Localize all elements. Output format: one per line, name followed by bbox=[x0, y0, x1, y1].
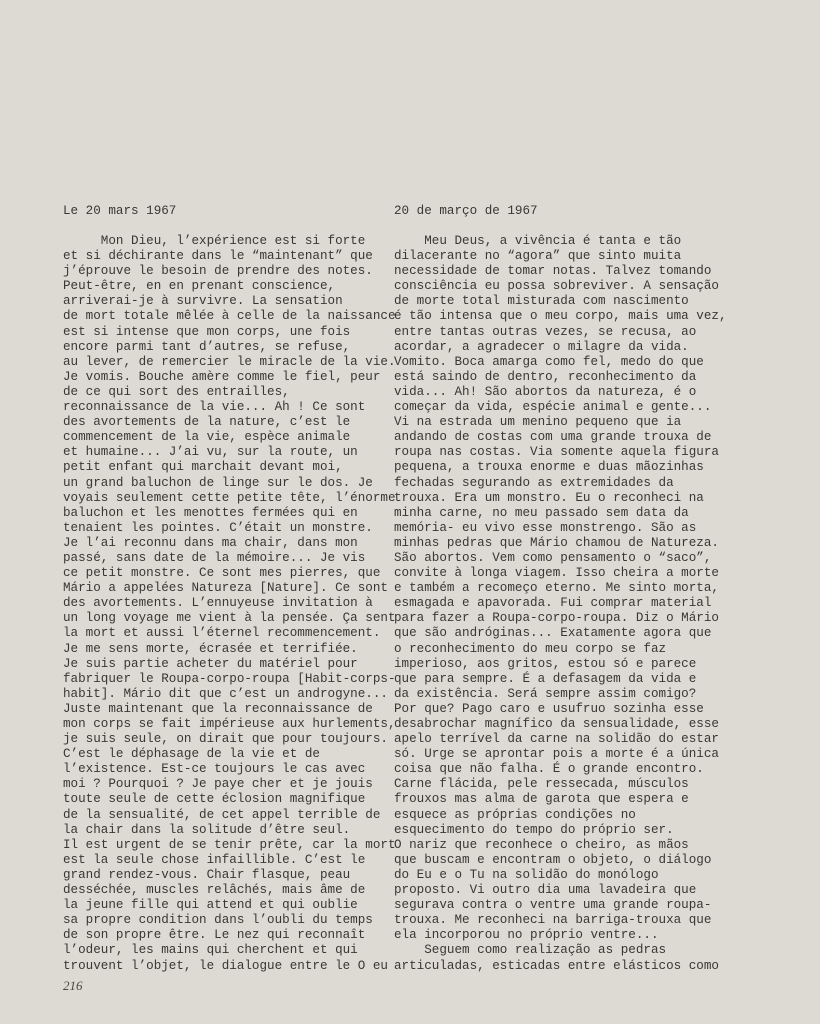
text-line: desabrochar magnífico da sensualidade, esse bbox=[394, 717, 719, 731]
text-line: dilacerante no “agora” que sinto muita bbox=[394, 249, 682, 264]
text-line: começar da vida, espécie animal e gente... bbox=[394, 400, 712, 415]
text-line: habit]. Mário dit que c’est un androgyne... bbox=[63, 686, 388, 701]
text-line: je suis seule, on dirait que pour toujours. bbox=[63, 732, 388, 747]
text-line: de morte total misturada com nascimento bbox=[394, 294, 689, 309]
text-line: que para sempre. É a defasagem da vida e bbox=[394, 671, 697, 686]
text-line: do Eu e o Tu na solidão do monólogo bbox=[394, 867, 659, 882]
text-line: un long voyage me vient à la pensée. Ça sent bbox=[63, 611, 396, 626]
text-line: minhas pedras que Mário chamou de Natureza. bbox=[394, 535, 719, 550]
text-line: Je l’ai reconnu dans ma chair, dans mon bbox=[63, 535, 358, 550]
text-line: reconnaissance de la vie... Ah ! Ce sont bbox=[63, 400, 366, 415]
text-line: au lever, de remercier le miracle de la vie. bbox=[63, 354, 396, 369]
text-line: convite à longa viagem. Isso cheira a morte bbox=[394, 566, 719, 581]
text-line: Mon Dieu, l’expérience est si forte bbox=[63, 234, 366, 248]
text-line: ce petit monstre. Ce sont mes pierres, que bbox=[63, 566, 381, 581]
text-line: só. Urge se aprontar pois a morte é a única bbox=[394, 747, 719, 762]
text-line: trouxa. Era um monstro. Eu o reconheci na bbox=[394, 490, 704, 505]
french-column bbox=[63, 204, 396, 974]
text-line: minha carne, no meu passado sem data da bbox=[394, 505, 689, 520]
text-line: l’existence. Est-ce toujours le cas avec bbox=[63, 762, 366, 777]
text-line: imperioso, aos gritos, estou só e parece bbox=[394, 656, 697, 671]
text-line: pequena, a trouxa enorme e duas mãozinhas bbox=[394, 460, 704, 475]
text-line: tenaient les pointes. C’était un monstre. bbox=[63, 520, 373, 535]
text-line: necessidade de tomar notas. Talvez tomando bbox=[394, 264, 712, 279]
text-line: é tão intensa que o meu corpo, mais uma vez, bbox=[394, 309, 727, 324]
text-line: passé, sans date de la mémoire... Je vis bbox=[63, 550, 366, 565]
text-line: Vomito. Boca amarga como fel, medo do que bbox=[394, 354, 704, 369]
text-line: grand rendez-vous. Chair flasque, peau bbox=[63, 867, 351, 882]
text-line: proposto. Vi outro dia uma lavadeira que bbox=[394, 883, 697, 898]
spacer bbox=[63, 219, 363, 234]
text-line: esmagada e apavorada. Fui comprar material bbox=[394, 596, 712, 611]
text-line: acordar, a agradecer o milagre da vida. bbox=[394, 339, 689, 354]
text-line: est la seule chose infaillible. C’est le bbox=[63, 852, 366, 867]
text-line: Meu Deus, a vivência é tanta e tão bbox=[394, 234, 682, 248]
spacer bbox=[394, 219, 694, 234]
text-line: São abortos. Vem como pensamento o “saco”, bbox=[394, 550, 712, 565]
text-line: memória- eu vivo esse monstrengo. São as bbox=[394, 520, 697, 535]
text-line: Vi na estrada um menino pequeno que ia bbox=[394, 415, 682, 430]
text-line: roupa nas costas. Via somente aquela figura bbox=[394, 445, 719, 460]
text-line: esquecimento do tempo do próprio ser. bbox=[394, 822, 674, 837]
text-line: moi ? Pourquoi ? Je paye cher et je jouis bbox=[63, 777, 373, 792]
text-line: para fazer a Roupa-corpo-roupa. Diz o Mário bbox=[394, 611, 719, 626]
french-date: Le 20 mars 1967 bbox=[63, 204, 177, 218]
text-line: des avortements. L’ennuyeuse invitation à bbox=[63, 596, 373, 611]
text-line: Mário a appelées Natureza [Nature]. Ce sont bbox=[63, 581, 388, 596]
text-line: des avortements de la nature, c’est le bbox=[63, 415, 351, 430]
text-line: ela incorporou no próprio ventre... bbox=[394, 928, 659, 943]
text-line: la chair dans la solitude d’être seul. bbox=[63, 822, 351, 837]
portuguese-date: 20 de março de 1967 bbox=[394, 204, 538, 218]
text-line: et si déchirante dans le “maintenant” que bbox=[63, 249, 373, 264]
text-line: andando de costas com uma grande trouxa de bbox=[394, 430, 712, 445]
text-line: e também a recomeço eterno. Me sinto morta, bbox=[394, 581, 719, 596]
text-line: Je me sens morte, écrasée et terrifiée. bbox=[63, 641, 358, 656]
text-line: consciência eu possa sobreviver. A sensação bbox=[394, 279, 719, 294]
text-line: la jeune fille qui attend et qui oublie bbox=[63, 898, 358, 913]
text-line: Je suis partie acheter du matériel pour bbox=[63, 656, 358, 671]
page-number: 216 bbox=[63, 978, 83, 993]
text-line: toute seule de cette éclosion magnifique bbox=[63, 792, 366, 807]
text-line: de ce qui sort des entrailles, bbox=[63, 384, 290, 399]
text-line: de la sensualité, de cet appel terrible de bbox=[63, 807, 381, 822]
text-line: sa propre condition dans l’oubli du temps bbox=[63, 913, 373, 928]
text-line: Il est urgent de se tenir prête, car la mort bbox=[63, 837, 396, 852]
text-line: desséchée, muscles relâchés, mais âme de bbox=[63, 883, 366, 898]
text-line: vida... Ah! São abortos da natureza, é o bbox=[394, 384, 697, 399]
text-line: fabriquer le Roupa-corpo-roupa [Habit-corps- bbox=[63, 671, 396, 686]
text-line: de son propre être. Le nez qui reconnaît bbox=[63, 928, 366, 943]
text-line: commencement de la vie, espèce animale bbox=[63, 430, 351, 445]
text-line: trouxa. Me reconheci na barriga-trouxa que bbox=[394, 913, 712, 928]
text-line: la mort et aussi l’éternel recommencement. bbox=[63, 626, 381, 641]
text-line: Carne flácida, pele ressecada, músculos bbox=[394, 777, 689, 792]
text-line: fechadas segurando as extremidades da bbox=[394, 475, 674, 490]
text-line: encore parmi tant d’autres, se refuse, bbox=[63, 339, 351, 354]
text-line: arriverai-je à survivre. La sensation bbox=[63, 294, 343, 309]
text-line: de mort totale mêlée à celle de la naissance bbox=[63, 309, 396, 324]
portuguese-column bbox=[394, 204, 727, 974]
text-line: está saindo de dentro, reconhecimento da bbox=[394, 369, 697, 384]
text-line: que buscam e encontram o objeto, o diálogo bbox=[394, 852, 712, 867]
text-line: et humaine... J’ai vu, sur la route, un bbox=[63, 445, 358, 460]
text-line: coisa que não falha. É o grande encontro. bbox=[394, 762, 704, 777]
text-line: trouvent l’objet, le dialogue entre le O eu bbox=[63, 958, 388, 973]
text-line: petit enfant qui marchait devant moi, bbox=[63, 460, 343, 475]
text-line: apelo terrível da carne na solidão do estar bbox=[394, 732, 719, 747]
text-line: l’odeur, les mains qui cherchent et qui bbox=[63, 943, 358, 958]
text-line: o reconhecimento do meu corpo se faz bbox=[394, 641, 667, 656]
text-line: Juste maintenant que la reconnaissance de bbox=[63, 701, 373, 716]
text-line: articuladas, esticadas entre elásticos como bbox=[394, 958, 719, 973]
text-line: que são andróginas... Exatamente agora que bbox=[394, 626, 712, 641]
text-line: entre tantas outras vezes, se recusa, ao bbox=[394, 324, 697, 339]
text-line: voyais seulement cette petite tête, l’énorme bbox=[63, 490, 396, 505]
text-line: baluchon et les menottes fermées qui en bbox=[63, 505, 358, 520]
portuguese-text bbox=[394, 234, 727, 974]
text-line: Je vomis. Bouche amère comme le fiel, peur bbox=[63, 369, 381, 384]
text-line: frouxos mas alma de garota que espera e bbox=[394, 792, 689, 807]
text-line: Seguem como realização as pedras bbox=[394, 943, 667, 958]
text-line: Por que? Pago caro e usufruo sozinha esse bbox=[394, 701, 704, 716]
french-text bbox=[63, 234, 396, 974]
text-line: segurava contra o ventre uma grande roupa- bbox=[394, 898, 712, 913]
text-line: j’éprouve le besoin de prendre des notes. bbox=[63, 264, 373, 279]
text-line: est si intense que mon corps, une fois bbox=[63, 324, 351, 339]
text-line: esquece as próprias condições no bbox=[394, 807, 636, 822]
text-line: O nariz que reconhece o cheiro, as mãos bbox=[394, 837, 689, 852]
text-line: mon corps se fait impérieuse aux hurlements, bbox=[63, 717, 396, 731]
text-line: da existência. Será sempre assim comigo? bbox=[394, 686, 697, 701]
text-line: Peut-être, en en prenant conscience, bbox=[63, 279, 336, 294]
text-line: C’est le déphasage de la vie et de bbox=[63, 747, 320, 762]
text-line: un grand baluchon de linge sur le dos. Je bbox=[63, 475, 373, 490]
